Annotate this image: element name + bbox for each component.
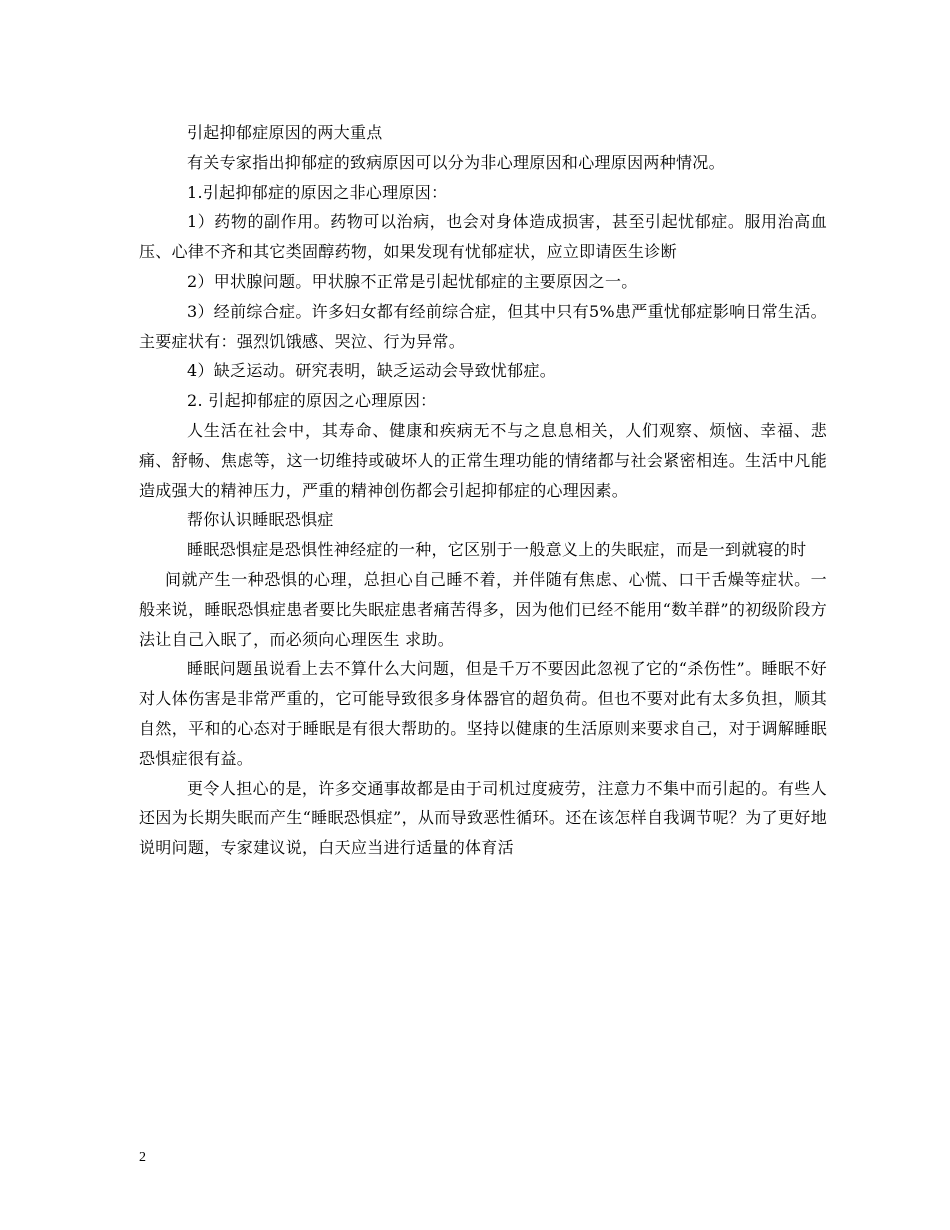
heading-sleep-phobia: 帮你认识睡眠恐惧症: [187, 510, 334, 530]
paragraph-sleep-harm: 睡眠问题虽说看上去不算什么大问题，但是千万不要因此忽视了它的“杀伤性”。睡眠不好对人体伤害是非常严重的，它可能导致很多身体器官的超负荷。但也不要对此有太多负担，顺其自然，平和的心态对于睡眠是有很大帮助的。坚持以健康的生活原则来要求自己，对于调解睡眠恐惧症很有益。: [139, 659, 827, 768]
paragraph-medication: 1）药物的副作用。药物可以治病，也会对身体造成损害，甚至引起忧郁症。服用治高血压、心律不齐和其它类固醇药物，如果发现有忧郁症状，应立即请医生诊断: [139, 212, 827, 262]
heading-depression-causes: 引起抑郁症原因的两大重点: [187, 123, 383, 142]
document-body: [139, 118, 827, 863]
paragraph-thyroid: 2）甲状腺问题。甲状腺不正常是引起忧郁症的主要原因之一。: [187, 271, 638, 291]
paragraph-sleep-phobia-symptoms: 间就产生一种恐惧的心理，总担心自己睡不着，并伴随有焦虑、心慌、口干舌燥等症状。一般来说，睡眠恐惧症患者要比失眠症患者痛苦得多，因为他们已经不能用“数羊群”的初级阶段方法让自己入眠了，而必须向心理医生 求助。: [139, 569, 827, 649]
paragraph-social-factors: 人生活在社会中，其寿命、健康和疾病无不与之息息相关，人们观察、烦恼、幸福、悲痛、舒畅、焦虑等，这一切维持或破坏人的正常生理功能的情绪都与社会紧密相连。生活中凡能造成强大的精神压力，严重的精神创伤都会引起抑郁症的心理因素。: [139, 420, 827, 500]
page-number: 2: [139, 1150, 146, 1165]
paragraph-pms: 3）经前综合症。许多妇女都有经前综合症，但其中只有5%患严重忧郁症影响日常生活。主要症状有：强烈饥饿感、哭泣、行为异常。: [139, 301, 827, 351]
subheading-psychological: 2. 引起抑郁症的原因之心理原因：: [187, 391, 437, 411]
paragraph-exercise: 4）缺乏运动。研究表明，缺乏运动会导致忧郁症。: [187, 361, 557, 381]
paragraph-sleep-phobia-definition: 睡眠恐惧症是恐惧性神经症的一种，它区别于一般意义上的失眠症，而是一到就寝的时: [187, 540, 807, 560]
subheading-non-psychological: 1.引起抑郁症的原因之非心理原因：: [187, 182, 448, 202]
paragraph-intro: 有关专家指出抑郁症的致病原因可以分为非心理原因和心理原因两种情况。: [187, 152, 725, 172]
paragraph-traffic-accidents: 更令人担心的是，许多交通事故都是由于司机过度疲劳，注意力不集中而引起的。有些人还因为长期失眠而产生“睡眠恐惧症”，从而导致恶性循环。还在该怎样自我调节呢？为了更好地说明问题，专家建议说，白天应当进行适量的体育活: [139, 778, 827, 858]
